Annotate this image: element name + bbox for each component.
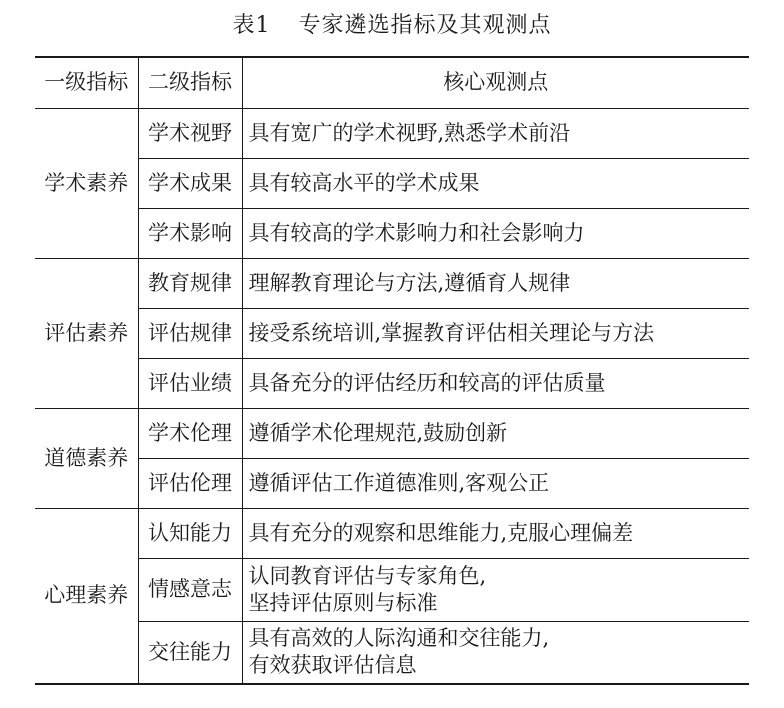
level2-indicator: 评估规律 — [138, 308, 242, 358]
observation-line: 遵循学术伦理规范,鼓励创新 — [248, 420, 508, 445]
observation-line: 坚持评估原则与标准 — [248, 590, 438, 615]
table-row — [35, 508, 749, 558]
level2-indicator: 学术影响 — [138, 208, 242, 258]
level1-indicator: 评估素养 — [35, 258, 138, 408]
table-row — [35, 258, 749, 308]
header-row — [35, 57, 749, 108]
observation-point — [242, 621, 749, 684]
level2-indicator: 认知能力 — [138, 508, 242, 558]
observation-point — [242, 108, 749, 158]
observation-point — [242, 308, 749, 358]
observation-line: 具有宽广的学术视野,熟悉学术前沿 — [248, 120, 571, 145]
observation-point — [242, 208, 749, 258]
level2-indicator: 情感意志 — [138, 558, 242, 621]
header-observation: 核心观测点 — [242, 57, 749, 108]
level2-indicator: 教育规律 — [138, 258, 242, 308]
observation-point — [242, 408, 749, 458]
observation-line: 具有较高水平的学术成果 — [248, 170, 480, 195]
indicator-table — [35, 56, 749, 685]
table-row — [35, 408, 749, 458]
level1-indicator: 道德素养 — [35, 408, 138, 508]
table-caption — [0, 10, 784, 42]
observation-line: 理解教育理论与方法,遵循育人规律 — [248, 270, 571, 295]
observation-line: 接受系统培训,掌握教育评估相关理论与方法 — [248, 320, 655, 345]
observation-point — [242, 158, 749, 208]
observation-line: 具备充分的评估经历和较高的评估质量 — [248, 370, 606, 395]
table-row — [35, 358, 749, 408]
table-row — [35, 158, 749, 208]
level1-indicator: 学术素养 — [35, 108, 138, 258]
table-number: 表1 — [232, 13, 271, 38]
level2-indicator: 学术视野 — [138, 108, 242, 158]
observation-line: 遵循评估工作道德准则,客观公正 — [248, 470, 550, 495]
table-row — [35, 108, 749, 158]
observation-point — [242, 358, 749, 408]
table-row — [35, 621, 749, 684]
level1-indicator: 心理素养 — [35, 508, 138, 684]
level2-indicator: 学术伦理 — [138, 408, 242, 458]
observation-line: 认同教育评估与专家角色, — [248, 563, 487, 588]
table-body — [35, 108, 749, 684]
level2-indicator: 学术成果 — [138, 158, 242, 208]
observation-line: 具有高效的人际沟通和交往能力, — [248, 626, 550, 651]
observation-point — [242, 458, 749, 508]
table-row — [35, 458, 749, 508]
level2-indicator: 评估业绩 — [138, 358, 242, 408]
observation-line: 有效获取评估信息 — [248, 653, 417, 678]
observation-line: 具有充分的观察和思维能力,克服心理偏差 — [248, 520, 634, 545]
header-level2: 二级指标 — [138, 57, 242, 108]
observation-point — [242, 558, 749, 621]
observation-line: 具有较高的学术影响力和社会影响力 — [248, 220, 585, 245]
table-row — [35, 558, 749, 621]
observation-point — [242, 508, 749, 558]
header-level1: 一级指标 — [35, 57, 138, 108]
level2-indicator: 评估伦理 — [138, 458, 242, 508]
table-title: 专家遴选指标及其观测点 — [298, 13, 552, 38]
table-row — [35, 208, 749, 258]
level2-indicator: 交往能力 — [138, 621, 242, 684]
table-row — [35, 308, 749, 358]
observation-point — [242, 258, 749, 308]
